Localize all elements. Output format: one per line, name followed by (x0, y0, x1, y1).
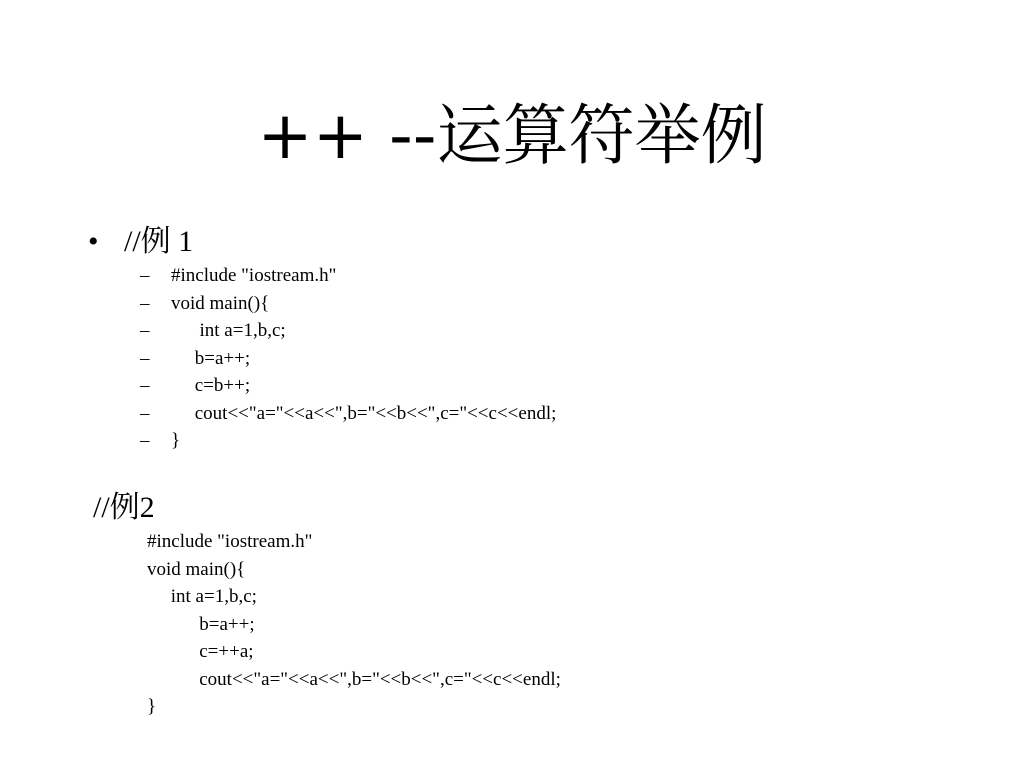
code-text: cout<<"a="<<a<<",b="<<b<<",c="<<c<<endl; (171, 402, 557, 424)
code-line: } (147, 696, 157, 717)
example1-heading: //例 1 (124, 225, 194, 258)
code-line: void main(){ (147, 558, 246, 580)
code-line: c=++a; (147, 641, 254, 662)
dash-icon: – (140, 375, 150, 396)
code-line (140, 317, 556, 345)
example1-code-list (140, 262, 556, 455)
code-line (140, 290, 556, 318)
example2-heading: //例2 (93, 491, 155, 524)
dash-icon: – (140, 265, 150, 286)
code-text: void main(){ (171, 292, 270, 314)
code-line (140, 400, 556, 428)
code-text: #include "iostream.h" (171, 265, 337, 286)
dash-icon: – (140, 320, 150, 341)
code-line: b=a++; (147, 613, 255, 635)
code-line: int a=1,b,c; (147, 586, 257, 607)
code-line (140, 262, 556, 290)
code-line (140, 427, 556, 455)
code-text: } (171, 430, 181, 451)
code-text: c=b++; (171, 375, 251, 396)
code-line (140, 345, 556, 373)
bullet-icon: • (88, 225, 99, 258)
dash-icon: – (140, 292, 150, 314)
dash-icon: – (140, 430, 150, 451)
slide-title: ++ --运算符举例 (257, 97, 767, 174)
code-text: int a=1,b,c; (171, 320, 286, 341)
example1-heading-row (88, 222, 193, 262)
code-text: b=a++; (171, 347, 251, 369)
code-line: cout<<"a="<<a<<",b="<<b<<",c="<<c<<endl; (147, 668, 561, 690)
dash-icon: – (140, 402, 150, 424)
dash-icon: – (140, 347, 150, 369)
code-line (140, 372, 556, 400)
code-line: #include "iostream.h" (147, 531, 313, 552)
example2-code-list (147, 528, 561, 721)
